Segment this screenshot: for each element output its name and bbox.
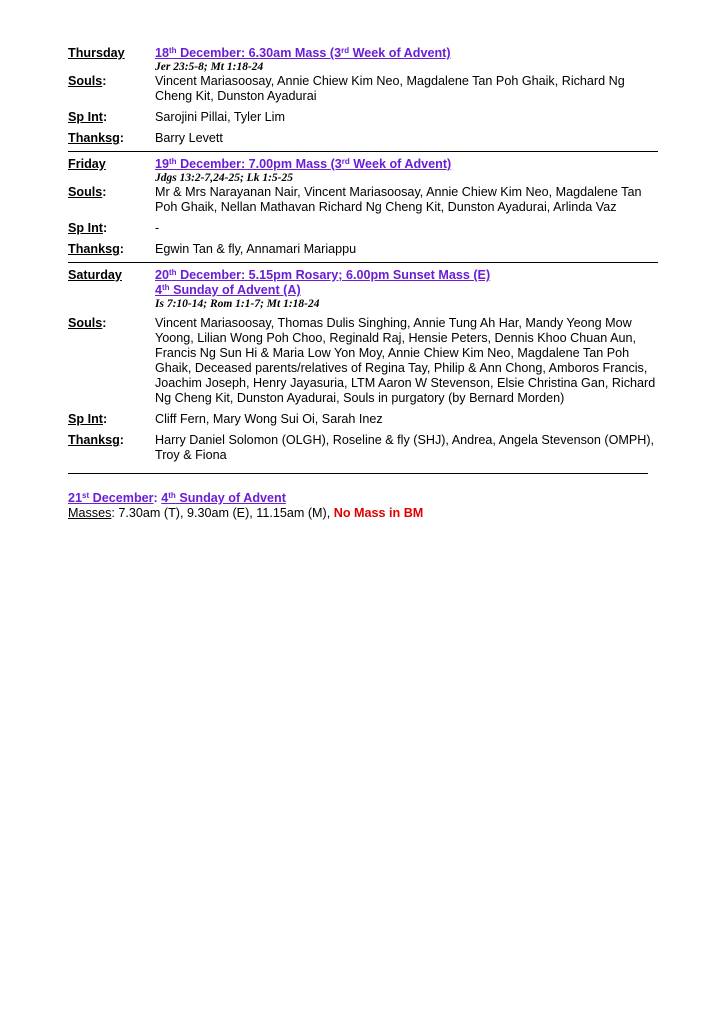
thanks-label: Thanksg: (68, 242, 124, 256)
mass-heading-sunday: 4th Sunday of Advent (A) (155, 283, 301, 297)
spint-label: Sp Int: (68, 221, 108, 235)
souls-list: Vincent Mariasoosay, Thomas Dulis Singhing, Annie Tung Ah Har, Mandy Yeong Mow Yoong, Lilian Wong Poh Choo, Reginald Raj, Hensie Peters, Dennis Khoo Chuan Aun, Francis Ng Sun Hi & Maria Low Yon Moy, Annie Chiew Kim Neo, Magdalene Tan Poh Ghaik, Deceased parents/relatives of Regina Tay, Philip & Ann Chong, Amboros Francis, Joachim Joseph, Henry Jayasuria, LTM Aaron W Stevenson, Elsie Christina Gan, Richard Ng Cheng Kit, Dunston Ayadurai, Souls in purgatory (by Bernard Morden) (155, 316, 656, 405)
day-label: Friday (68, 157, 106, 171)
sunday-heading: 21st December: 4th Sunday of Advent (68, 491, 286, 505)
spint-label: Sp Int: (68, 110, 108, 124)
mass-heading: 18th December: 6.30am Mass (3rd Week of Advent) (155, 46, 451, 60)
readings: Is 7:10-14; Rom 1:1-7; Mt 1:18-24 (155, 298, 320, 310)
thanks-list: Barry Levett (155, 131, 223, 145)
souls-list: Mr & Mrs Narayanan Nair, Vincent Mariasoosay, Annie Chiew Kim Neo, Magdalene Tan Poh Ghaik, Nellan Mathavan Richard Ng Cheng Kit, Dunston Ayadurai, Arlinda Vaz (155, 185, 642, 214)
day-block-saturday (68, 268, 658, 463)
divider (68, 151, 658, 152)
divider (68, 262, 658, 263)
mass-heading: 19th December: 7.00pm Mass (3rd Week of Advent) (155, 157, 452, 171)
readings: Jdgs 13:2-7,24-25; Lk 1:5-25 (155, 172, 293, 184)
spint-list: Cliff Fern, Mary Wong Sui Oi, Sarah Inez (155, 412, 383, 426)
mass-heading: 20th December: 5.15pm Rosary; 6.00pm Sunset Mass (E) (155, 268, 491, 282)
no-mass-notice: No Mass in BM (333, 506, 424, 520)
weekly-mass-intentions (68, 46, 658, 521)
day-block-thursday (68, 46, 658, 146)
souls-list: Vincent Mariasoosay, Annie Chiew Kim Neo, Magdalene Tan Poh Ghaik, Richard Ng Cheng Kit, Dunston Ayadurai (155, 74, 625, 103)
souls-label: Souls: (68, 316, 107, 330)
day-block-friday (68, 157, 658, 257)
thanks-list: Egwin Tan & fly, Annamari Mariappu (155, 242, 357, 256)
day-label: Thursday (68, 46, 125, 60)
thanks-label: Thanksg: (68, 131, 124, 145)
thanks-list: Harry Daniel Solomon (OLGH), Roseline & fly (SHJ), Andrea, Angela Stevenson (OMPH), Troy & Fiona (155, 433, 655, 462)
sunday-masses: Masses: 7.30am (T), 9.30am (E), 11.15am (M), No Mass in BM (68, 506, 424, 520)
spint-list: Sarojini Pillai, Tyler Lim (155, 110, 285, 124)
souls-label: Souls: (68, 185, 107, 199)
sunday-block (68, 491, 658, 521)
souls-label: Souls: (68, 74, 107, 88)
readings: Jer 23:5-8; Mt 1:18-24 (155, 61, 264, 73)
spint-list: - (155, 221, 160, 235)
divider (68, 473, 648, 474)
day-label: Saturday (68, 268, 122, 282)
spint-label: Sp Int: (68, 412, 108, 426)
thanks-label: Thanksg: (68, 433, 124, 447)
